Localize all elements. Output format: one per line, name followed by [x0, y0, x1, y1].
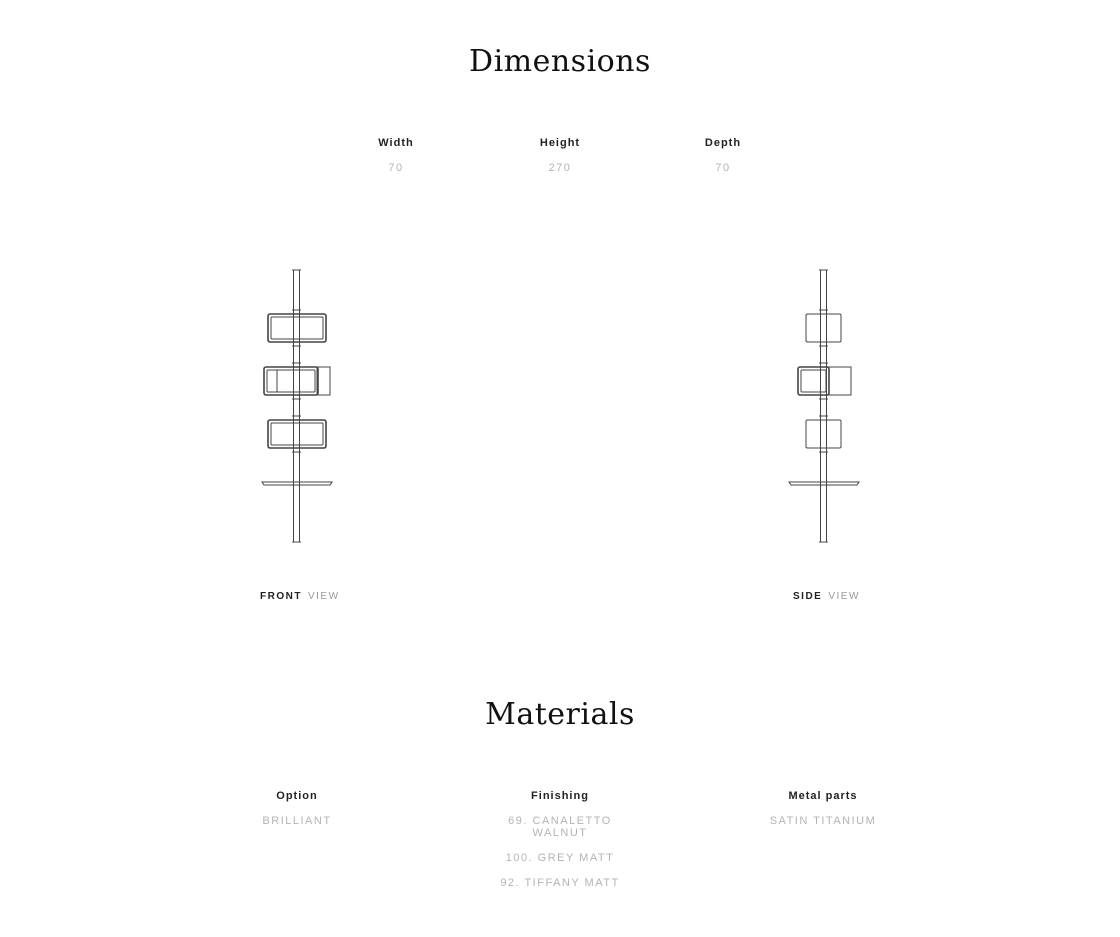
dimension-label: Depth [704, 137, 742, 149]
front-view-caption [260, 591, 340, 602]
material-label: Finishing [531, 790, 589, 802]
material-metal-parts [743, 790, 903, 827]
dimensions-title: Dimensions [469, 44, 651, 79]
material-label: Metal parts [788, 790, 858, 802]
front-view-caption-light: VIEW [307, 591, 340, 602]
side-view-drawing [784, 266, 864, 546]
material-value: 100. GREY MATT [505, 852, 615, 864]
side-view-caption-light: VIEW [828, 591, 860, 602]
material-value: BRILLIANT [262, 815, 332, 827]
material-value: 69. CANALETTO WALNUT [508, 815, 612, 839]
dimension-value: 70 [715, 162, 731, 174]
dimension-value: 70 [388, 162, 404, 174]
dimension-value: 270 [548, 162, 572, 174]
materials-title: Materials [485, 697, 635, 732]
dimension-width [316, 137, 476, 174]
dimension-label: Width [378, 137, 414, 149]
material-label: Option [276, 790, 318, 802]
material-option [217, 790, 377, 827]
material-value: SATIN TITANIUM [769, 815, 877, 827]
material-value: 92. TIFFANY MATT [500, 877, 620, 889]
side-view-caption-strong: SIDE [793, 591, 823, 602]
dimension-label: Height [539, 137, 581, 149]
front-view-caption-strong: FRONT [260, 591, 302, 602]
front-view-drawing [257, 266, 337, 546]
material-finishing [480, 790, 640, 889]
side-view-caption [793, 591, 860, 602]
dimension-height [480, 137, 640, 174]
dimension-depth [643, 137, 803, 174]
